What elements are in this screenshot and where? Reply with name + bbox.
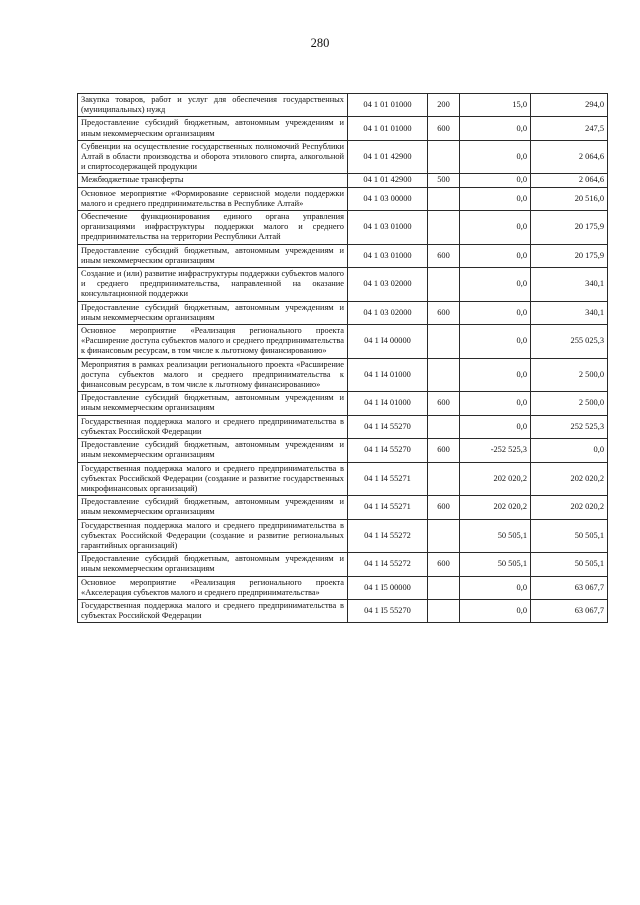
cell-amount-total: 252 525,3	[531, 415, 608, 438]
cell-amount-change: 0,0	[460, 187, 531, 210]
cell-amount-change: 50 505,1	[460, 519, 531, 553]
cell-expense-type	[428, 358, 460, 392]
cell-expense-name: Предоставление субсидий бюджетным, автономным учреждениям и иным некоммерческим организациям	[78, 117, 348, 140]
table-row	[78, 325, 608, 359]
cell-target-code: 04 1 I4 55270	[348, 415, 428, 438]
cell-expense-name: Субвенции на осуществление государственных полномочий Республики Алтай в области производства и оборота этилового спирта, алкогольной и спиртосодержащей продукции	[78, 140, 348, 174]
cell-amount-change: 0,0	[460, 174, 531, 187]
cell-expense-type	[428, 576, 460, 599]
cell-expense-name: Предоставление субсидий бюджетным, автономным учреждениям и иным некоммерческим организациям	[78, 392, 348, 415]
cell-amount-change: 202 020,2	[460, 496, 531, 519]
table-row	[78, 140, 608, 174]
cell-expense-type: 600	[428, 496, 460, 519]
cell-amount-change: 0,0	[460, 325, 531, 359]
table-row	[78, 462, 608, 496]
cell-amount-total: 20 516,0	[531, 187, 608, 210]
cell-expense-name: Основное мероприятие «Формирование сервисной модели поддержки малого и среднего предпринимательства в Республике Алтай»	[78, 187, 348, 210]
table-row	[78, 244, 608, 267]
cell-amount-change: -252 525,3	[460, 439, 531, 462]
table-row	[78, 576, 608, 599]
cell-amount-total: 2 500,0	[531, 358, 608, 392]
table-row	[78, 211, 608, 245]
cell-expense-name: Государственная поддержка малого и среднего предпринимательства в субъектах Российской Федерации (создание и развитие государственных микрофинансовых организаций)	[78, 462, 348, 496]
cell-expense-type	[428, 462, 460, 496]
cell-expense-type	[428, 268, 460, 302]
cell-target-code: 04 1 01 42900	[348, 140, 428, 174]
cell-target-code: 04 1 03 00000	[348, 187, 428, 210]
cell-target-code: 04 1 I4 55272	[348, 553, 428, 576]
budget-table-body	[78, 94, 608, 623]
cell-expense-type	[428, 140, 460, 174]
cell-amount-change: 0,0	[460, 415, 531, 438]
cell-amount-total: 294,0	[531, 94, 608, 117]
cell-expense-type: 600	[428, 553, 460, 576]
table-row	[78, 415, 608, 438]
cell-target-code: 04 1 I4 00000	[348, 325, 428, 359]
budget-table	[77, 93, 608, 623]
table-row	[78, 439, 608, 462]
cell-expense-type	[428, 599, 460, 622]
cell-expense-type: 200	[428, 94, 460, 117]
cell-target-code: 04 1 I4 55270	[348, 439, 428, 462]
cell-target-code: 04 1 I4 55272	[348, 519, 428, 553]
cell-expense-name: Предоставление субсидий бюджетным, автономным учреждениям и иным некоммерческим организациям	[78, 553, 348, 576]
cell-expense-type: 600	[428, 392, 460, 415]
cell-amount-change: 0,0	[460, 576, 531, 599]
cell-expense-type: 600	[428, 439, 460, 462]
cell-expense-type: 600	[428, 244, 460, 267]
cell-amount-change: 0,0	[460, 140, 531, 174]
cell-amount-total: 202 020,2	[531, 496, 608, 519]
cell-expense-type: 600	[428, 301, 460, 324]
table-row	[78, 117, 608, 140]
table-row	[78, 301, 608, 324]
cell-expense-name: Основное мероприятие «Реализация регионального проекта «Акселерация субъектов малого и среднего предпринимательства»	[78, 576, 348, 599]
cell-expense-type: 600	[428, 117, 460, 140]
cell-amount-total: 340,1	[531, 301, 608, 324]
cell-amount-change: 0,0	[460, 392, 531, 415]
cell-expense-name: Создание и (или) развитие инфраструктуры поддержки субъектов малого и среднего предпринимательства, направленной на оказание консультационной поддержки	[78, 268, 348, 302]
cell-expense-type	[428, 325, 460, 359]
cell-expense-name: Закупка товаров, работ и услуг для обеспечения государственных (муниципальных) нужд	[78, 94, 348, 117]
cell-target-code: 04 1 03 02000	[348, 268, 428, 302]
cell-expense-name: Обеспечение функционирования единого органа управления организациями инфраструктуры поддержки малого и среднего предпринимательства на территории Республики Алтай	[78, 211, 348, 245]
cell-expense-name: Предоставление субсидий бюджетным, автономным учреждениям и иным некоммерческим организациям	[78, 244, 348, 267]
cell-expense-name: Государственная поддержка малого и среднего предпринимательства в субъектах Российской Федерации	[78, 599, 348, 622]
cell-expense-name: Основное мероприятие «Реализация регионального проекта «Расширение доступа субъектов малого и среднего предпринимательства к финансовым ресурсам, в том числе к льготному финансированию»	[78, 325, 348, 359]
cell-expense-name: Государственная поддержка малого и среднего предпринимательства в субъектах Российской Федерации	[78, 415, 348, 438]
cell-expense-name: Мероприятия в рамках реализации регионального проекта «Расширение доступа субъектов малого и среднего предпринимательства к финансовым ресурсам, в том числе к льготному финансированию»	[78, 358, 348, 392]
cell-amount-total: 2 064,6	[531, 140, 608, 174]
cell-expense-name: Предоставление субсидий бюджетным, автономным учреждениям и иным некоммерческим организациям	[78, 496, 348, 519]
cell-expense-type	[428, 415, 460, 438]
cell-target-code: 04 1 I4 55271	[348, 496, 428, 519]
cell-amount-total: 2 500,0	[531, 392, 608, 415]
cell-amount-total: 247,5	[531, 117, 608, 140]
cell-expense-type	[428, 519, 460, 553]
cell-target-code: 04 1 I4 01000	[348, 358, 428, 392]
table-row	[78, 358, 608, 392]
cell-target-code: 04 1 I4 01000	[348, 392, 428, 415]
cell-expense-type: 500	[428, 174, 460, 187]
cell-amount-total: 255 025,3	[531, 325, 608, 359]
cell-amount-total: 63 067,7	[531, 599, 608, 622]
cell-amount-change: 0,0	[460, 358, 531, 392]
cell-amount-change: 0,0	[460, 244, 531, 267]
cell-amount-total: 20 175,9	[531, 244, 608, 267]
cell-target-code: 04 1 03 01000	[348, 244, 428, 267]
table-row	[78, 599, 608, 622]
cell-target-code: 04 1 I5 55270	[348, 599, 428, 622]
cell-expense-type	[428, 187, 460, 210]
table-row	[78, 519, 608, 553]
table-row	[78, 496, 608, 519]
cell-amount-change: 202 020,2	[460, 462, 531, 496]
cell-expense-name: Предоставление субсидий бюджетным, автономным учреждениям и иным некоммерческим организациям	[78, 301, 348, 324]
table-row	[78, 553, 608, 576]
cell-amount-change: 0,0	[460, 301, 531, 324]
cell-amount-total: 63 067,7	[531, 576, 608, 599]
cell-amount-change: 0,0	[460, 268, 531, 302]
cell-target-code: 04 1 I5 00000	[348, 576, 428, 599]
table-row	[78, 268, 608, 302]
cell-target-code: 04 1 01 01000	[348, 117, 428, 140]
cell-amount-total: 50 505,1	[531, 553, 608, 576]
table-row	[78, 94, 608, 117]
table-row	[78, 392, 608, 415]
cell-target-code: 04 1 03 02000	[348, 301, 428, 324]
cell-amount-change: 0,0	[460, 599, 531, 622]
page-number: 280	[310, 36, 330, 50]
cell-amount-total: 340,1	[531, 268, 608, 302]
cell-target-code: 04 1 03 01000	[348, 211, 428, 245]
table-row	[78, 187, 608, 210]
cell-amount-change: 15,0	[460, 94, 531, 117]
cell-expense-type	[428, 211, 460, 245]
cell-target-code: 04 1 01 01000	[348, 94, 428, 117]
cell-expense-name: Межбюджетные трансферты	[78, 174, 348, 187]
cell-amount-total: 0,0	[531, 439, 608, 462]
table-row	[78, 174, 608, 187]
cell-target-code: 04 1 I4 55271	[348, 462, 428, 496]
cell-target-code: 04 1 01 42900	[348, 174, 428, 187]
cell-expense-name: Государственная поддержка малого и среднего предпринимательства в субъектах Российской Федерации (создание и развитие региональных гарантийных организаций)	[78, 519, 348, 553]
cell-amount-total: 2 064,6	[531, 174, 608, 187]
cell-expense-name: Предоставление субсидий бюджетным, автономным учреждениям и иным некоммерческим организациям	[78, 439, 348, 462]
cell-amount-total: 202 020,2	[531, 462, 608, 496]
cell-amount-total: 20 175,9	[531, 211, 608, 245]
cell-amount-change: 0,0	[460, 117, 531, 140]
cell-amount-total: 50 505,1	[531, 519, 608, 553]
cell-amount-change: 0,0	[460, 211, 531, 245]
cell-amount-change: 50 505,1	[460, 553, 531, 576]
